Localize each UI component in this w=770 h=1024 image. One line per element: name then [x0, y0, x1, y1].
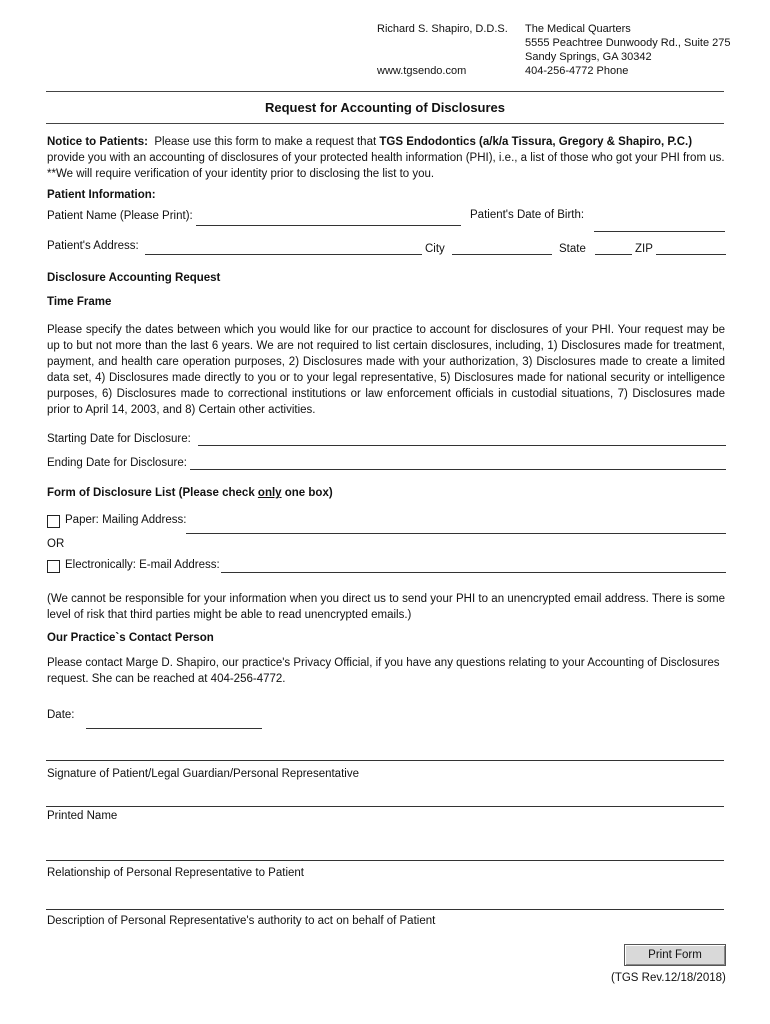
- email-address-field[interactable]: [221, 572, 726, 573]
- notice-paragraph: [47, 134, 725, 182]
- signature-line[interactable]: [46, 760, 724, 761]
- or-label: OR: [47, 538, 65, 550]
- relationship-line[interactable]: [46, 860, 724, 861]
- end-date-label: Ending Date for Disclosure:: [47, 457, 187, 469]
- authority-line[interactable]: [46, 909, 724, 910]
- notice-text-1: Please use this form to make a request that: [154, 136, 377, 148]
- request-heading: Disclosure Accounting Request: [47, 272, 221, 284]
- notice-text-2: provide you with an accounting of disclosures of your protected health information (PHI), i.e., a list of those who got your PHI from us. **We will require verification of your identity prior to disclosing the list to you.: [47, 152, 725, 180]
- authority-label: Description of Personal Representative's authority to act on behalf of Patient: [47, 915, 436, 927]
- start-date-field[interactable]: [198, 445, 726, 446]
- state-field[interactable]: [595, 254, 632, 255]
- notice-label: Notice to Patients:: [47, 136, 148, 148]
- header-divider: [46, 91, 724, 92]
- zip-field[interactable]: [656, 254, 726, 255]
- electronic-checkbox[interactable]: [47, 560, 60, 573]
- timeframe-heading: Time Frame: [47, 296, 112, 308]
- zip-label: ZIP: [635, 243, 653, 255]
- doctor-name: Richard S. Shapiro, D.D.S.: [377, 23, 508, 35]
- patient-name-field[interactable]: [196, 225, 461, 226]
- relationship-label: Relationship of Personal Representative to Patient: [47, 867, 304, 879]
- signature-label: Signature of Patient/Legal Guardian/Personal Representative: [47, 768, 359, 780]
- patient-info-heading: Patient Information:: [47, 189, 156, 201]
- practice-name: TGS Endodontics (a/k/a Tissura, Gregory & Shapiro, P.C.): [379, 136, 693, 148]
- date-field[interactable]: [86, 728, 262, 729]
- contact-heading: Our Practice`s Contact Person: [47, 632, 214, 644]
- mailing-address-field[interactable]: [186, 533, 726, 534]
- form-heading-only: only: [257, 487, 282, 499]
- start-date-label: Starting Date for Disclosure:: [47, 433, 191, 445]
- date-label: Date:: [47, 709, 75, 721]
- city-label: City: [425, 243, 445, 255]
- office-phone: 404-256-4772 Phone: [525, 65, 629, 77]
- office-address: [525, 22, 730, 78]
- timeframe-paragraph: Please specify the dates between which you would like for our practice to account for disclosures of your PHI. Your request may be up to but not more than the last 6 years. We are not required to list certain disclosures, including, 1) Disclosures made for treatment, payment, and health care operation purposes, 2) Disclosures made with your authorization, 3) Disclosures made to create a limited data set, 4) Disclosures made directly to you or to your legal representative, 5) Disclosures made for national security or intelligence purposes, 6) Disclosures made to correctional institutions or law enforcement officials in custodial situations, 7) Disclosures made prior to April 14, 2003, and 8) Certain other activities.: [47, 324, 725, 416]
- paper-checkbox[interactable]: [47, 515, 60, 528]
- page-title: Request for Accounting of Disclosures: [264, 100, 506, 115]
- office-name: The Medical Quarters: [525, 23, 631, 35]
- print-form-button[interactable]: Print Form: [624, 944, 726, 966]
- address-line-2: Sandy Springs, GA 30342: [525, 51, 652, 63]
- title-divider: [46, 123, 724, 124]
- state-label: State: [559, 243, 586, 255]
- website: www.tgsendo.com: [377, 65, 467, 77]
- email-disclaimer: (We cannot be responsible for your information when you direct us to send your PHI to an unencrypted email address. There is some level of risk that third parties might be able to read unencrypted emails.): [47, 593, 725, 621]
- city-field[interactable]: [452, 254, 552, 255]
- form-heading-part-1: Form of Disclosure List (Please check: [47, 487, 258, 499]
- end-date-field[interactable]: [190, 469, 726, 470]
- printed-name-label: Printed Name: [47, 810, 118, 822]
- dob-label: Patient's Date of Birth:: [470, 209, 585, 221]
- electronic-label: Electronically: E-mail Address:: [65, 559, 220, 571]
- printed-name-line[interactable]: [46, 806, 724, 807]
- revision-label: (TGS Rev.12/18/2018): [611, 972, 726, 984]
- paper-label: Paper: Mailing Address:: [65, 514, 187, 526]
- address-label: Patient's Address:: [47, 240, 139, 252]
- dob-field[interactable]: [594, 231, 725, 232]
- form-heading-part-2: one box): [281, 487, 333, 499]
- form-of-list-heading: [47, 487, 333, 499]
- address-field[interactable]: [145, 254, 422, 255]
- address-line-1: 5555 Peachtree Dunwoody Rd., Suite 275: [525, 37, 731, 49]
- contact-paragraph: Please contact Marge D. Shapiro, our practice's Privacy Official, if you have any questions relating to your Accounting of Disclosures request. She can be reached at 404-256-4772.: [47, 657, 720, 685]
- patient-name-label: Patient Name (Please Print):: [47, 210, 193, 222]
